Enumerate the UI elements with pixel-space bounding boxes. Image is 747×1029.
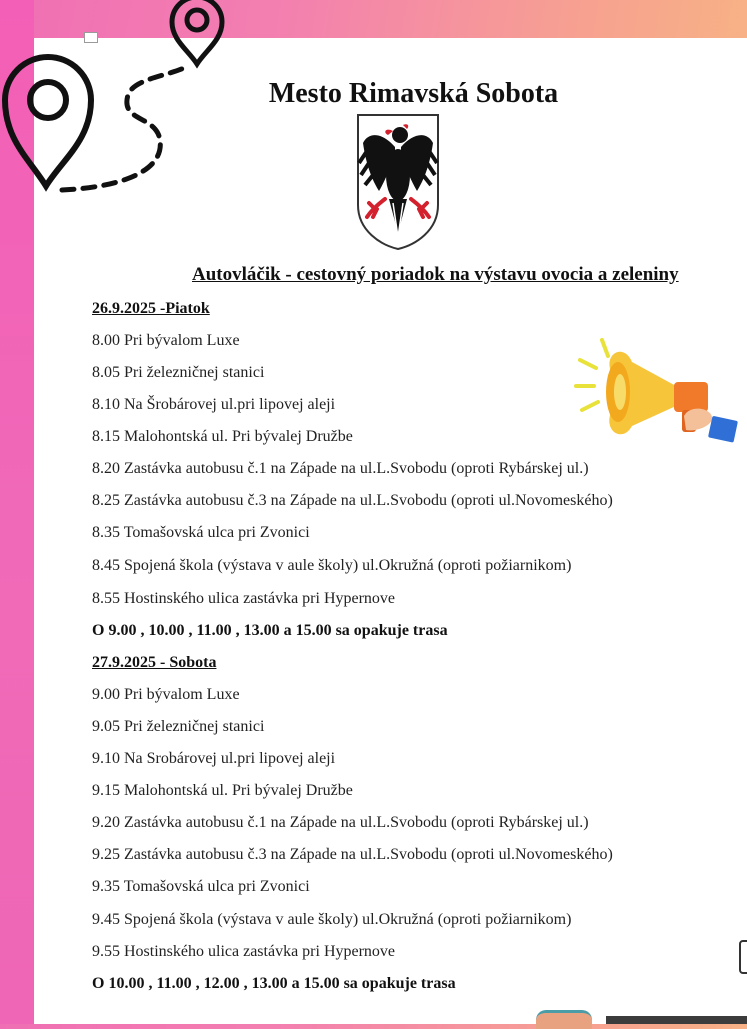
day2-stop: 9.20 Zastávka autobusu č.1 na Západe na ul.L.Svobodu (oproti Rybárskej ul.) [92,814,589,831]
day2-stop: 9.15 Malohontská ul. Pri bývalej Družbe [92,782,353,799]
day1-stop: 8.20 Zastávka autobusu č.1 na Západe na ul.L.Svobodu (oproti Rybárskej ul.) [92,460,589,477]
day1-stop: 8.55 Hostinského ulica zastávka pri Hypernove [92,590,396,607]
day2-stop: 9.35 Tomašovská ulca pri Zvonici [92,878,310,895]
page-title: Mesto Rimavská Sobota [268,78,559,109]
day1-stop: 8.25 Zastávka autobusu č.3 na Západe na ul.L.Svobodu (oproti ul.Novomeského) [92,492,613,509]
schedule-subtitle: Autovláčik - cestovný poriadok na výstavu ovocia a zeleniny [192,264,679,285]
coat-of-arms-eagle-icon [355,113,441,251]
megaphone-icon [572,334,742,446]
day2-heading: 27.9.2025 - Sobota [92,654,217,671]
day1-stop: 8.05 Pri železničnej stanici [92,364,265,381]
side-scroll-handle[interactable] [739,940,747,974]
map-pin-icon [5,57,91,186]
day2-stop: 9.10 Na Srobárovej ul.pri lipovej aleji [92,750,336,767]
bottom-edge-bar [606,1016,747,1024]
day2-stop: 9.05 Pri železničnej stanici [92,718,265,735]
day1-heading: 26.9.2025 -Piatok [92,300,210,317]
day1-stop: 8.45 Spojená škola (výstava v aule školy) ul.Okružná (oproti požiarnikom) [92,557,572,574]
day2-repeat-note: O 10.00 , 11.00 , 12.00 , 13.00 a 15.00 sa opakuje trasa [92,975,456,992]
day1-stop: 8.00 Pri bývalom Luxe [92,332,240,349]
day1-stop: 8.15 Malohontská ul. Pri bývalej Družbe [92,428,353,445]
map-pin-small-icon [172,0,222,64]
day2-stop: 9.00 Pri bývalom Luxe [92,686,240,703]
day2-stop: 9.25 Zastávka autobusu č.3 na Západe na ul.L.Svobodu (oproti ul.Novomeského) [92,846,613,863]
day2-stop: 9.45 Spojená škola (výstava v aule školy) ul.Okružná (oproti požiarnikom) [92,911,572,928]
day1-stop: 8.10 Na Šrobárovej ul.pri lipovej aleji [92,396,336,413]
day1-repeat-note: O 9.00 , 10.00 , 11.00 , 13.00 a 15.00 sa opakuje trasa [92,622,448,639]
day2-stop: 9.55 Hostinského ulica zastávka pri Hypernove [92,943,396,960]
bowl-decoration [536,1010,592,1029]
day1-stop: 8.35 Tomašovská ulca pri Zvonici [92,524,310,541]
